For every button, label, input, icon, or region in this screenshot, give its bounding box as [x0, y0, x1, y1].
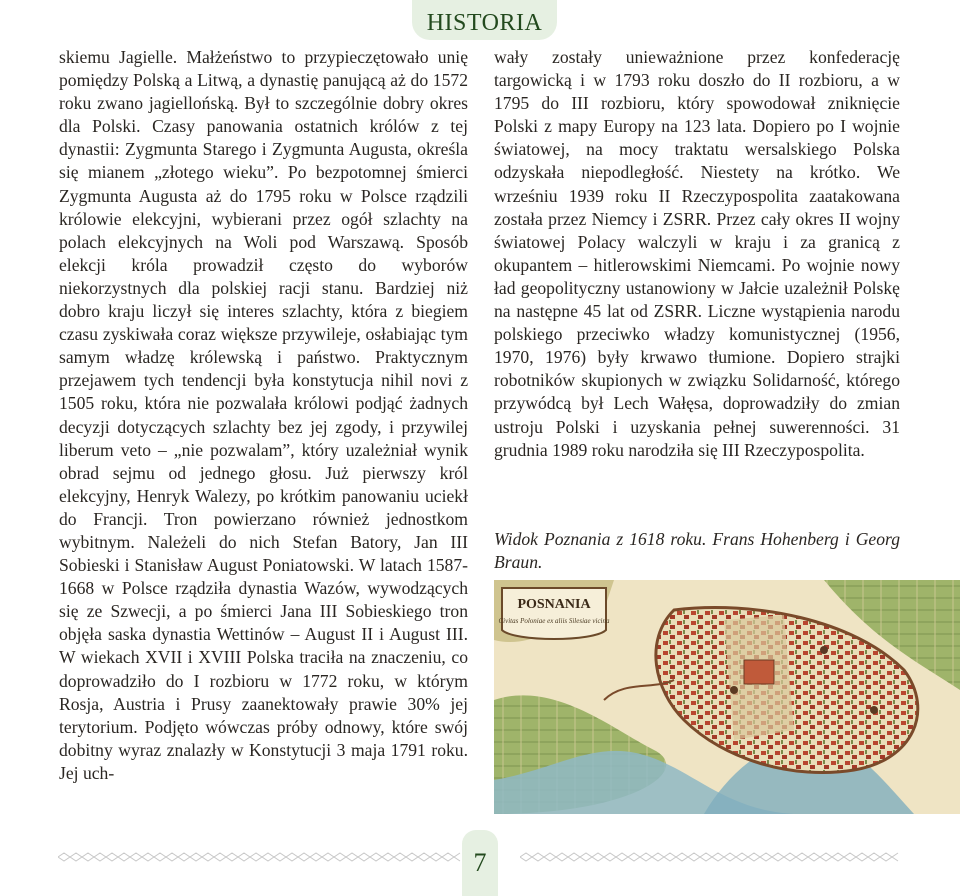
map-drawing: [494, 580, 960, 814]
left-column-paragraph: skiemu Jagielle. Małżeństwo to przypieczętowało unię pomiędzy Polską a Litwą, a dynastię panującą aż do 1572 roku zwano jagiellońską. Był to szczególnie dobry okres dla Polski. Czasy panowania ostatnich królów z tej dynastii: Zygmunta Starego i Zygmunta Augusta, określa się mianem „złotego wieku”. Po bezpotomnej śmierci Zygmunta Augusta aż do 1795 roku w Polsce rządzili królowie elekcyjni, wybierani przez ogół szlachty na polach elekcyjnych na Woli pod Warszawą. Sposób elekcji króla prowadził często do wyborów niekorzystnych dla polskiej racji stanu. Bardziej niż dobro kraju liczył się interes szlachty, która z biegiem czasu zyskiwała coraz większe przywileje, osłabiając tym samym władzę królewską i państwo. Praktycznym przejawem tych tendencji była konstytucja nihil novi z 1505 roku, która nie pozwalała królowi podjąć żadnych decyzji dotyczących szlachty bez jej zgody, i przywilej liberum veto – „nie pozwalam”, który uzależniał wynik obrad sejmu od jednego głosu. Już pierwszy król elekcyjny, Henryk Walezy, po krótkim panowaniu uciekł do Francji. Tron powierzano również jednostkom wybitnym. Należeli do nich Stefan Batory, Jan III Sobieski i Stanisław August Poniatowski. W latach 1587-1668 w Polsce rządziła dynastia Wazów, wywodzących się ze Szwecji, a po śmierci Jana III Sobieskiego tron objęła saska dynastia Wettinów – August II i August III. W wiekach XVII i XVIII Polska traciła na znaczeniu, co doprowadziło do I rozbioru w 1772 roku, w którym Rosja, Austria i Prusy zaanektowały prawie 30% jej terytorium. Podjęto wówczas próby odnowy, które swój dobitny wyraz znalazły w Konstytucji 3 maja 1791 roku. Jej uch-: [59, 47, 468, 783]
figure-caption: Widok Poznania z 1618 roku. Frans Hohenberg i Georg Braun.: [494, 529, 900, 572]
left-text-column: [59, 46, 468, 785]
footer-ornament-right: [520, 852, 900, 862]
map-subtitle: Civitas Poloniae ex aliis Silesiae vicina: [498, 617, 610, 625]
footer-ornament-left: [58, 852, 462, 862]
section-title: HISTORIA: [426, 10, 543, 36]
right-text-column: [494, 46, 900, 462]
page-number: 7: [462, 830, 498, 896]
poznan-map-illustration: [494, 580, 960, 814]
section-header-tab: [412, 0, 557, 40]
map-cartouche: [498, 588, 610, 639]
right-column-paragraph: wały zostały unieważnione przez konfederację targowicką i w 1793 roku doszło do II rozbioru, a w 1795 do III rozbioru, który spowodował zniknięcie Polski z mapy Europy na 123 lata. Dopiero po I wojnie światowej, na mocy traktatu wersalskiego Polska odzyskała niepodległość. Niestety na krótko. We wrześniu 1939 roku II Rzeczypospolita zaatakowana została przez Niemcy i ZSRR. Przez cały okres II wojny światowej Polacy walczyli w kraju i za granicą z okupantem – hitlerowskimi Niemcami. Po wojnie nowy ład geopolityczny ustanowiony w Jałcie uzależnił Polskę na następne 45 lat od ZSRR. Liczne wystąpienia narodu polskiego przeciwko władzy komunistycznej (1956, 1970, 1976) były krwawo tłumione. Dopiero strajki robotników skupionych w związku Solidarność, którego przywódcą był Lech Wałęsa, doprowadziły do zmian ustroju Polski i uzyskania pełnej suwerenności. 31 grudnia 1989 roku narodziła się III Rzeczypospolita.: [494, 47, 900, 460]
map-title: POSNANIA: [517, 597, 591, 612]
